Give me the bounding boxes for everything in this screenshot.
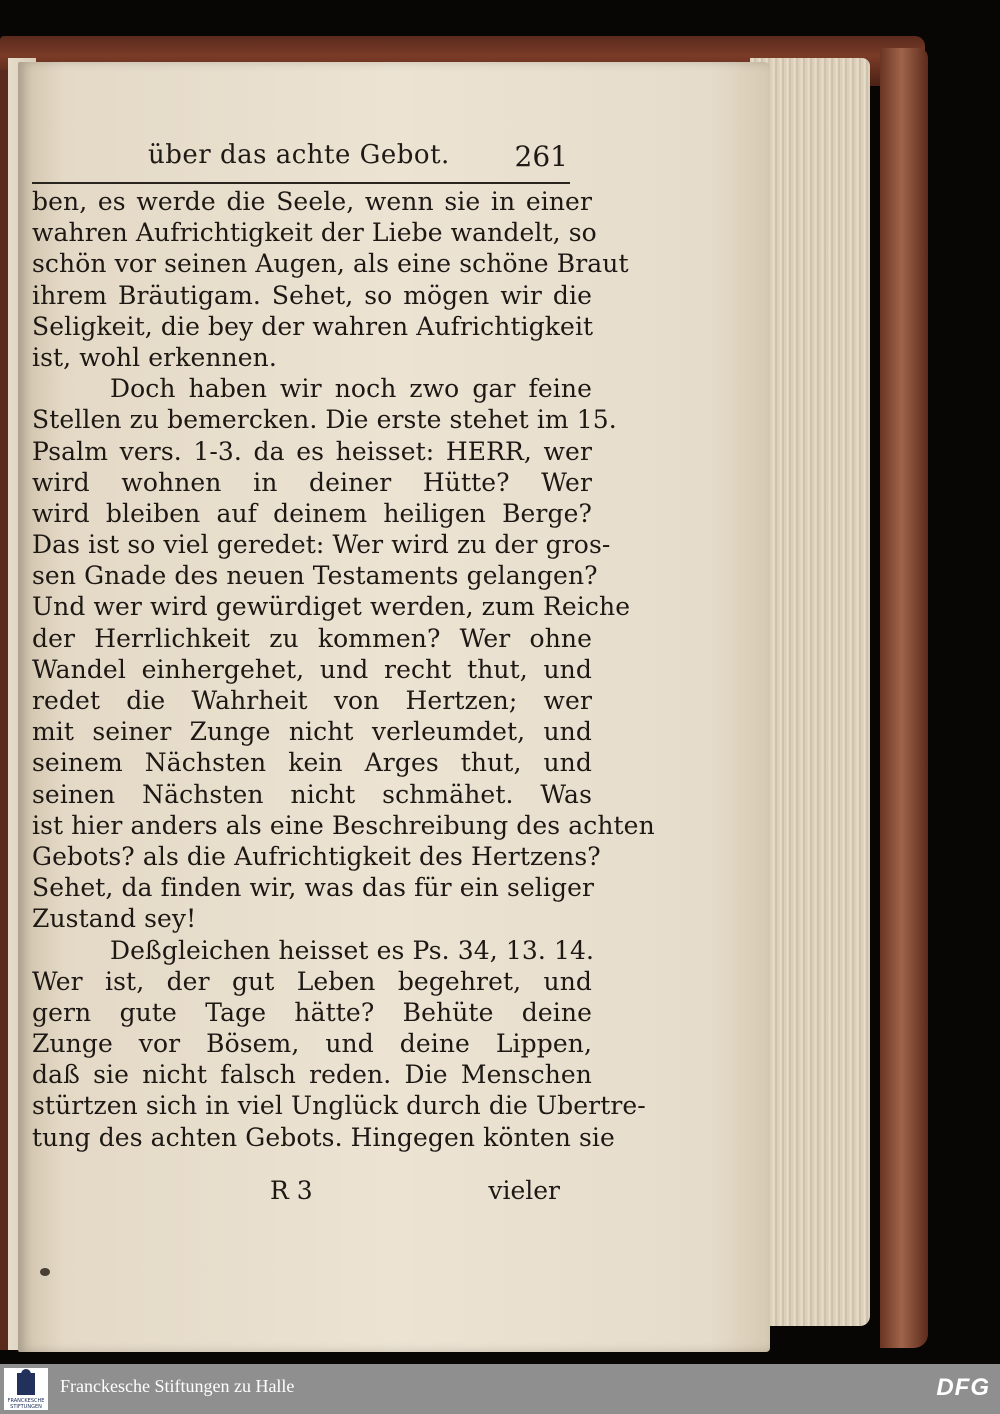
page-footer bbox=[32, 1176, 560, 1210]
text-line: Gebots? als die Aufrichtigkeit des Hertzens? bbox=[32, 841, 601, 871]
text-line: mit seiner Zunge nicht verleumdet, und bbox=[32, 717, 592, 747]
text-line: Zunge vor Bösem, und deine Lippen, bbox=[32, 1029, 592, 1059]
text-line: wird wohnen in deiner Hütte? Wer bbox=[32, 467, 592, 497]
text-line: Psalm vers. 1-3. da es heisset: HERR, wer bbox=[32, 436, 592, 466]
page-number: 261 bbox=[514, 140, 568, 173]
franckesche-logo[interactable] bbox=[4, 1368, 48, 1410]
text-line: Seligkeit, die bey der wahren Aufrichtigkeit bbox=[32, 311, 594, 341]
text-line: Wandel einhergehet, und recht thut, und bbox=[32, 654, 592, 684]
ink-spot bbox=[40, 1268, 50, 1276]
book-cover-edge bbox=[880, 48, 928, 1348]
text-line: der Herrlichkeit zu kommen? Wer ohne bbox=[32, 623, 592, 653]
text-line: tung des achten Gebots. Hingegen könten sie bbox=[32, 1122, 615, 1152]
text-line: ben, es werde die Seele, wenn sie in einer bbox=[32, 187, 592, 216]
header-rule bbox=[32, 182, 570, 184]
text-line: schön vor seinen Augen, als eine schöne Braut bbox=[32, 249, 629, 279]
institution-name[interactable]: Franckesche Stiftungen zu Halle bbox=[60, 1376, 295, 1396]
text-line: Deßgleichen heisset es Ps. 34, 13. 14. bbox=[110, 935, 595, 965]
text-line: Wer ist, der gut Leben begehret, und bbox=[32, 966, 592, 996]
signature-mark: R 3 bbox=[270, 1176, 313, 1205]
text-line: daß sie nicht falsch reden. Die Menschen bbox=[32, 1060, 592, 1090]
text-line: redet die Wahrheit von Hertzen; wer bbox=[32, 686, 592, 715]
orphanage-building-icon bbox=[17, 1373, 35, 1395]
page-header bbox=[148, 140, 568, 180]
text-line: seinen Nächsten nicht schmähet. Was bbox=[32, 779, 592, 809]
text-line: ist, wohl erkennen. bbox=[32, 342, 277, 372]
text-line: wird bleiben auf deinem heiligen Berge? bbox=[32, 498, 592, 528]
text-line: Sehet, da finden wir, was das für ein seliger bbox=[32, 873, 595, 903]
dfg-logo[interactable]: DFG bbox=[936, 1374, 990, 1401]
body-text bbox=[32, 186, 655, 1153]
institution-bar bbox=[0, 1364, 1000, 1414]
logo-text-top: FRANCKESCHE bbox=[7, 1398, 45, 1404]
text-line: gern gute Tage hätte? Behüte deine bbox=[32, 997, 592, 1027]
logo-text-bottom: STIFTUNGEN bbox=[10, 1404, 42, 1410]
text-line: ist hier anders als eine Beschreibung des achten bbox=[32, 810, 655, 840]
text-line: ihrem Bräutigam. Sehet, so mögen wir die bbox=[32, 280, 592, 310]
text-line: Doch haben wir noch zwo gar feine bbox=[110, 374, 592, 404]
running-title: über das achte Gebot. bbox=[148, 140, 450, 170]
text-line: wahren Aufrichtigkeit der Liebe wandelt, so bbox=[32, 218, 597, 248]
catchword: vieler bbox=[488, 1176, 560, 1205]
text-line: Das ist so viel geredet: Wer wird zu der gros- bbox=[32, 530, 611, 560]
text-line: Und wer wird gewürdiget werden, zum Reiche bbox=[32, 592, 631, 622]
text-line: Zustand sey! bbox=[32, 904, 197, 934]
text-line: Stellen zu bemercken. Die erste stehet im 15. bbox=[32, 405, 617, 435]
text-line: stürtzen sich in viel Unglück durch die Ubertre- bbox=[32, 1091, 646, 1121]
text-line: sen Gnade des neuen Testaments gelangen? bbox=[32, 561, 598, 591]
text-line: seinem Nächsten kein Arges thut, und bbox=[32, 748, 592, 778]
